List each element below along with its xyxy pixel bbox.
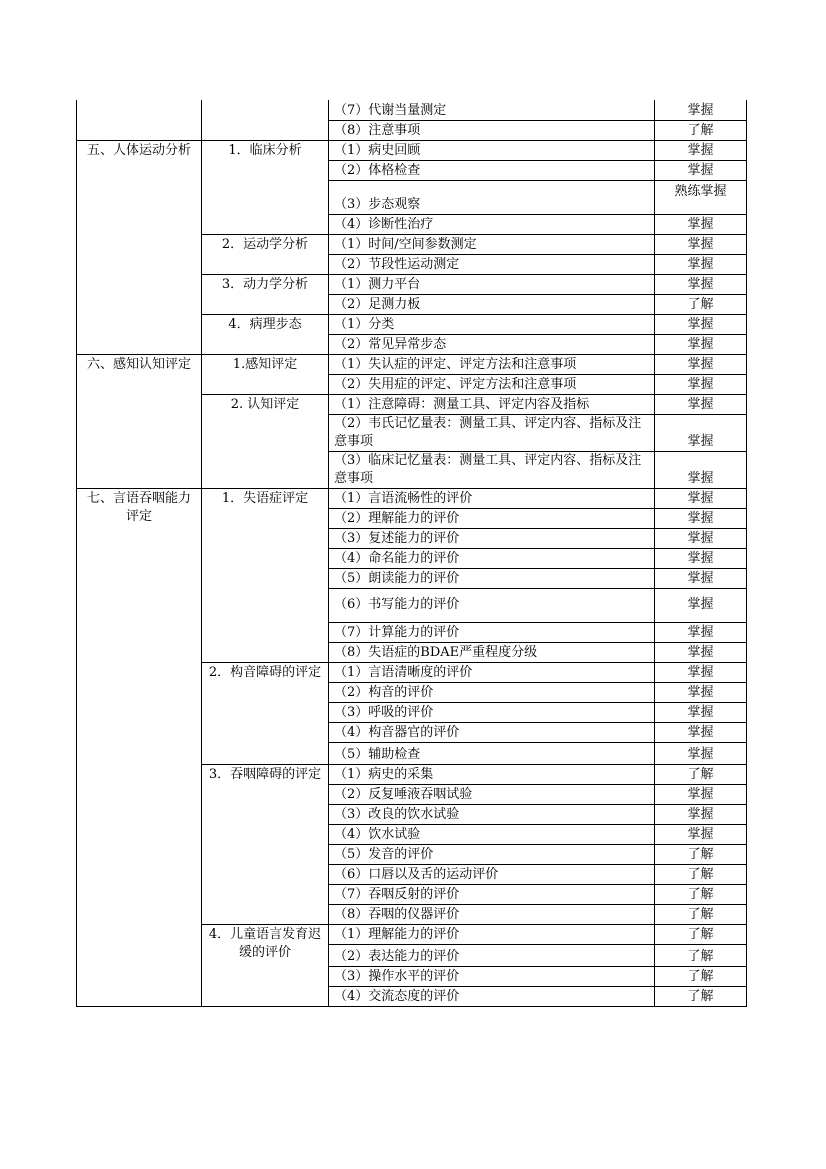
requirement-level: 掌握 — [655, 414, 747, 451]
requirement-level: 掌握 — [655, 334, 747, 354]
unit-title — [77, 100, 202, 140]
subunit-title: 2．运动学分析 — [202, 234, 329, 274]
requirement-level: 了解 — [655, 944, 747, 966]
subunit-title: 2．构音障碍的评定 — [202, 662, 329, 764]
table-row — [77, 488, 747, 508]
requirement-level: 掌握 — [655, 451, 747, 488]
subunit-title: 1．失语症评定 — [202, 488, 329, 662]
content-item: （1）理解能力的评价 — [329, 924, 655, 944]
requirement-level: 掌握 — [655, 488, 747, 508]
requirement-level: 掌握 — [655, 160, 747, 180]
content-item: （2）反复唾液吞咽试验 — [329, 784, 655, 804]
requirement-level: 掌握 — [655, 702, 747, 722]
content-item: （6）书写能力的评价 — [329, 588, 655, 622]
content-item: （1）言语清晰度的评价 — [329, 662, 655, 682]
subunit-title: 2. 认知评定 — [202, 394, 329, 488]
requirement-level: 了解 — [655, 966, 747, 986]
requirement-level: 了解 — [655, 904, 747, 924]
content-item: （2）常见异常步态 — [329, 334, 655, 354]
requirement-level: 了解 — [655, 924, 747, 944]
requirement-level: 掌握 — [655, 528, 747, 548]
requirement-level: 掌握 — [655, 588, 747, 622]
unit-title: 六、感知认知评定 — [77, 354, 202, 488]
content-item: （4）构音器官的评价 — [329, 722, 655, 742]
content-item: （2）韦氏记忆量表：测量工具、评定内容、指标及注意事项 — [329, 414, 655, 451]
content-item: （4）命名能力的评价 — [329, 548, 655, 568]
content-item: （1）分类 — [329, 314, 655, 334]
content-item: （1）注意障碍：测量工具、评定内容及指标 — [329, 394, 655, 414]
subunit-title: 1．临床分析 — [202, 140, 329, 234]
requirement-level: 熟练掌握 — [655, 180, 747, 214]
requirement-level: 掌握 — [655, 548, 747, 568]
content-item: （2）理解能力的评价 — [329, 508, 655, 528]
content-item: （3）步态观察 — [329, 180, 655, 214]
table-row — [77, 140, 747, 160]
unit-title: 五、人体运动分析 — [77, 140, 202, 354]
content-item: （5）朗读能力的评价 — [329, 568, 655, 588]
content-item: （8）失语症的BDAE严重程度分级 — [329, 642, 655, 662]
requirement-level: 了解 — [655, 844, 747, 864]
requirement-level: 掌握 — [655, 642, 747, 662]
requirement-level: 掌握 — [655, 374, 747, 394]
content-item: （5）辅助检查 — [329, 742, 655, 764]
content-item: （8）吞咽的仪器评价 — [329, 904, 655, 924]
table-row — [77, 100, 747, 120]
requirement-level: 掌握 — [655, 824, 747, 844]
requirement-level: 掌握 — [655, 804, 747, 824]
content-item: （5）发音的评价 — [329, 844, 655, 864]
content-item: （2）节段性运动测定 — [329, 254, 655, 274]
content-item: （4）交流态度的评价 — [329, 986, 655, 1006]
content-item: （7）计算能力的评价 — [329, 622, 655, 642]
requirement-level: 掌握 — [655, 508, 747, 528]
content-item: （3）呼吸的评价 — [329, 702, 655, 722]
subunit-title: 4．儿童语言发育迟缓的评价 — [202, 924, 329, 1006]
content-item: （2）体格检查 — [329, 160, 655, 180]
content-item: （4）饮水试验 — [329, 824, 655, 844]
requirement-level: 掌握 — [655, 394, 747, 414]
content-item: （1）时间/空间参数测定 — [329, 234, 655, 254]
content-item: （3）改良的饮水试验 — [329, 804, 655, 824]
requirement-level: 掌握 — [655, 622, 747, 642]
exam-outline-table — [76, 100, 747, 1007]
subunit-title: 3．吞咽障碍的评定 — [202, 764, 329, 924]
subunit-title: 1.感知评定 — [202, 354, 329, 394]
requirement-level: 了解 — [655, 884, 747, 904]
content-item: （7）代谢当量测定 — [329, 100, 655, 120]
requirement-level: 掌握 — [655, 568, 747, 588]
requirement-level: 掌握 — [655, 140, 747, 160]
content-item: （3）复述能力的评价 — [329, 528, 655, 548]
unit-title: 七、言语吞咽能力评定 — [77, 488, 202, 1006]
requirement-level: 掌握 — [655, 662, 747, 682]
table-row — [77, 354, 747, 374]
content-item: （2）构音的评价 — [329, 682, 655, 702]
subunit-title — [202, 100, 329, 140]
requirement-level: 掌握 — [655, 214, 747, 234]
content-item: （8）注意事项 — [329, 120, 655, 140]
requirement-level: 掌握 — [655, 784, 747, 804]
requirement-level: 掌握 — [655, 682, 747, 702]
content-item: （3）临床记忆量表：测量工具、评定内容、指标及注意事项 — [329, 451, 655, 488]
requirement-level: 了解 — [655, 864, 747, 884]
requirement-level: 了解 — [655, 120, 747, 140]
content-item: （1）病史回顾 — [329, 140, 655, 160]
requirement-level: 掌握 — [655, 722, 747, 742]
requirement-level: 了解 — [655, 986, 747, 1006]
requirement-level: 掌握 — [655, 742, 747, 764]
content-item: （1）测力平台 — [329, 274, 655, 294]
requirement-level: 掌握 — [655, 274, 747, 294]
requirement-level: 了解 — [655, 294, 747, 314]
content-item: （2）表达能力的评价 — [329, 944, 655, 966]
requirement-level: 了解 — [655, 764, 747, 784]
content-item: （2）失用症的评定、评定方法和注意事项 — [329, 374, 655, 394]
outline-table-body — [77, 100, 747, 1006]
content-item: （1）言语流畅性的评价 — [329, 488, 655, 508]
requirement-level: 掌握 — [655, 100, 747, 120]
content-item: （7）吞咽反射的评价 — [329, 884, 655, 904]
content-item: （2）足测力板 — [329, 294, 655, 314]
content-item: （1）失认症的评定、评定方法和注意事项 — [329, 354, 655, 374]
content-item: （6）口唇以及舌的运动评价 — [329, 864, 655, 884]
requirement-level: 掌握 — [655, 354, 747, 374]
content-item: （4）诊断性治疗 — [329, 214, 655, 234]
requirement-level: 掌握 — [655, 234, 747, 254]
content-item: （1）病史的采集 — [329, 764, 655, 784]
requirement-level: 掌握 — [655, 314, 747, 334]
subunit-title: 4．病理步态 — [202, 314, 329, 354]
content-item: （3）操作水平的评价 — [329, 966, 655, 986]
subunit-title: 3．动力学分析 — [202, 274, 329, 314]
requirement-level: 掌握 — [655, 254, 747, 274]
